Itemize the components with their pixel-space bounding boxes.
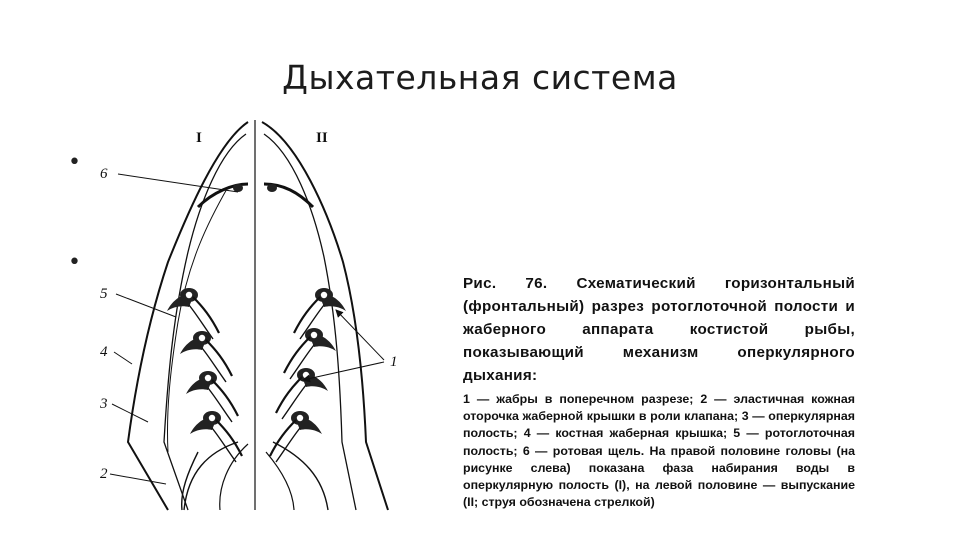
right-inner-outline <box>264 134 356 510</box>
bullet-1: • <box>68 150 81 175</box>
caption-heading: Рис. 76. Схематический горизонтальный (фронтальный) разрез ротоглоточной полости и жаберного аппарата костистой рыбы, показывающий механизм оперкулярного дыхания: <box>463 275 855 384</box>
label-5: 5 <box>100 286 108 302</box>
label-2: 2 <box>100 466 108 482</box>
page-title: Дыхательная система <box>282 58 678 97</box>
left-inner-outline <box>164 134 246 510</box>
left-snout-outline <box>128 122 248 510</box>
label-4: 4 <box>100 344 108 360</box>
half-label-left: I <box>196 130 202 146</box>
right-snout-outline <box>262 122 388 510</box>
bullet-2: • <box>68 250 81 275</box>
label-3: 3 <box>100 396 108 412</box>
label-6: 6 <box>100 166 108 182</box>
left-operculum <box>167 187 228 452</box>
label-1: 1 <box>390 354 398 370</box>
fish-head-diagram <box>88 112 428 512</box>
caption-legend: 1 — жабры в поперечном разрезе; 2 — эластичная кожная оторочка жаберной крышки в роли клапана; 3 — оперкулярная полость; 4 — костная жаберная крышка; 5 — ротоглоточная полость; 6 — ротовая щель. На правой половине головы (на рисунке слева) показана фаза набирания воды в оперкулярную полость (I), на левой половине — выпускание (II; струя обозначена стрелкой) <box>463 392 855 510</box>
figure-caption <box>463 272 855 511</box>
half-label-right: II <box>316 130 328 146</box>
